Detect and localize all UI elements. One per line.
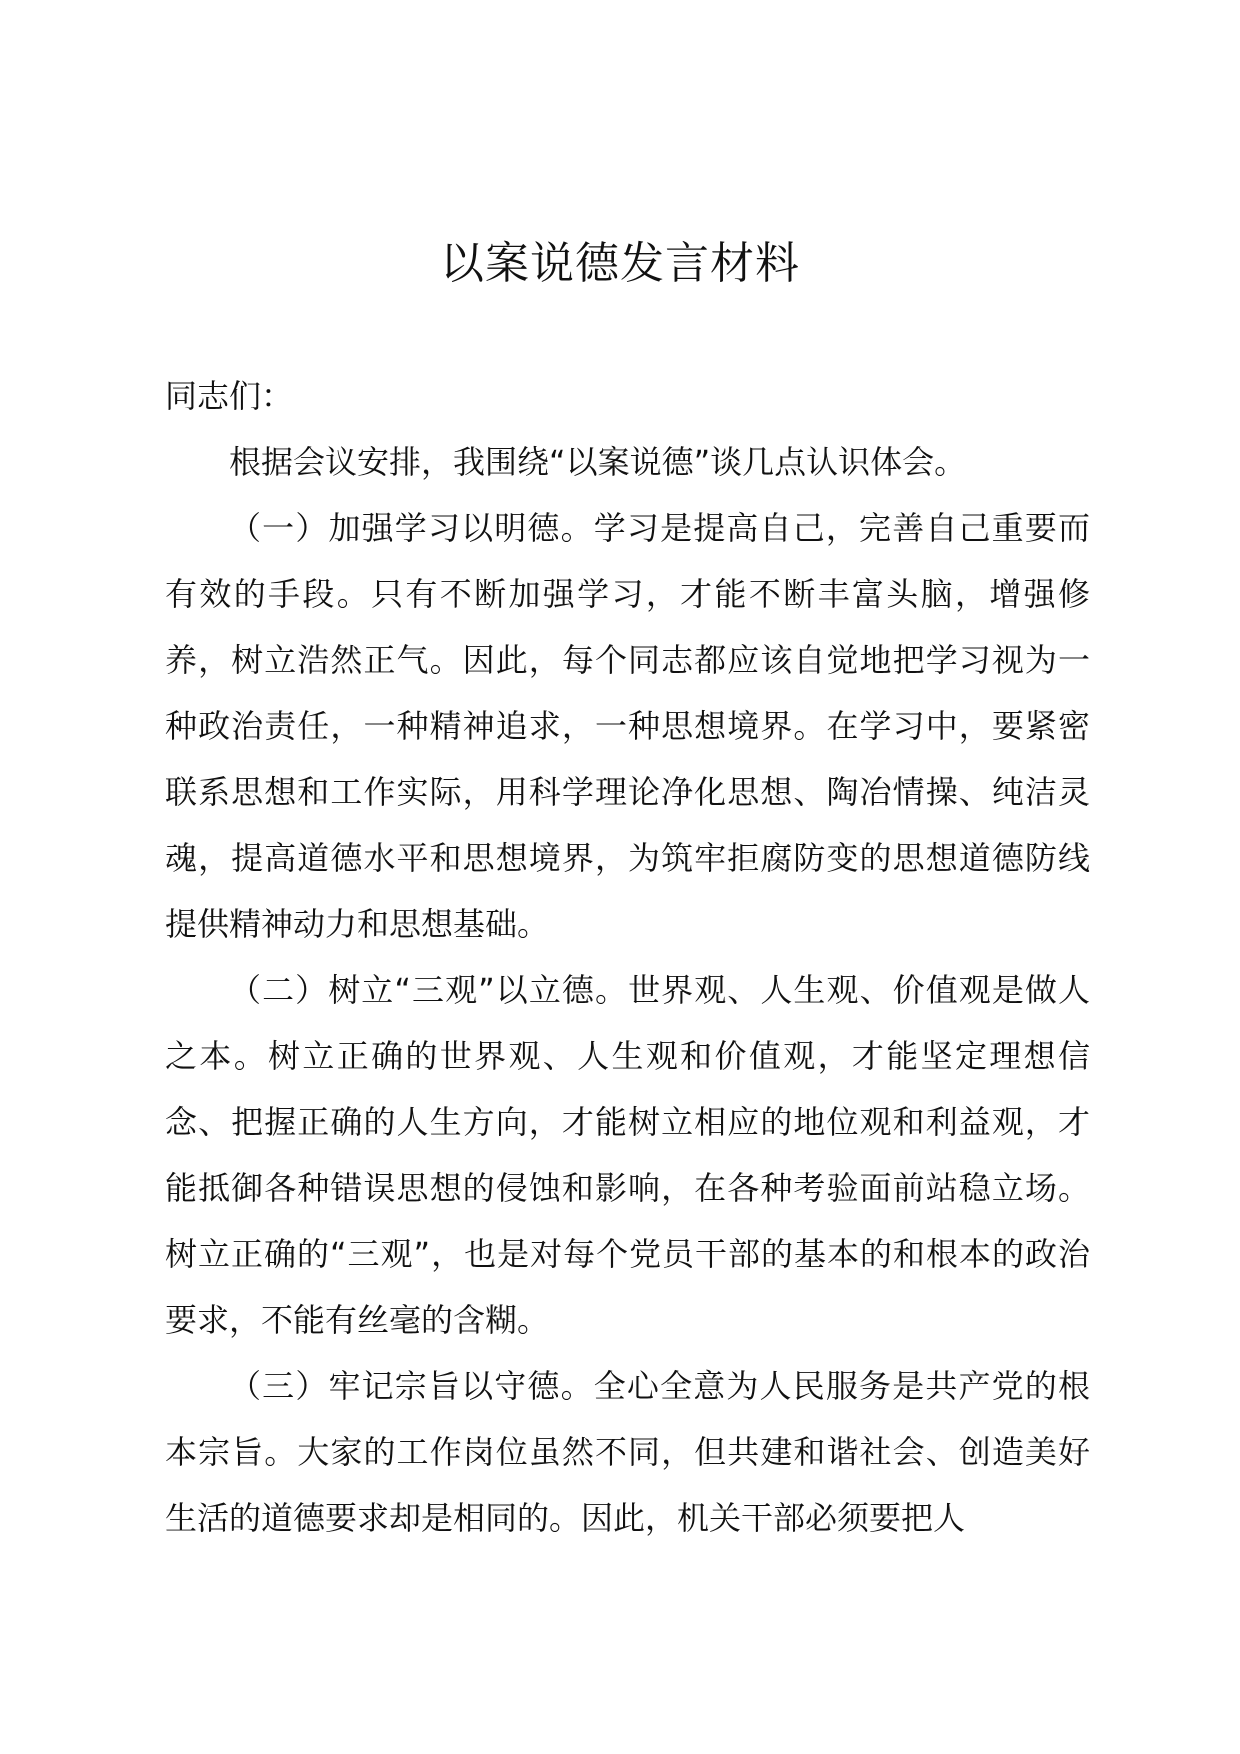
- document-title: 以案说德发言材料: [440, 238, 800, 289]
- paragraph-section-2: （二）树立“三观”以立德。世界观、人生观、价值观是做人之本。树立正确的世界观、人生观和价值观，才能坚定理想信念、把握正确的人生方向，才能树立相应的地位观和利益观，才能抵御各种错误思想的侵蚀和影响，在各种考验面前站稳立场。树立正确的“三观”，也是对每个党员干部的基本的和根本的政治要求，不能有丝毫的含糊。: [165, 971, 1090, 1339]
- paragraph-intro: 根据会议安排，我围绕“以案说德”谈几点认识体会。: [229, 443, 967, 481]
- paragraph-section-1: （一）加强学习以明德。学习是提高自己，完善自己重要而有效的手段。只有不断加强学习，才能不断丰富头脑，增强修养，树立浩然正气。因此，每个同志都应该自觉地把学习视为一种政治责任，一种精神追求，一种思想境界。在学习中，要紧密联系思想和工作实际，用科学理论净化思想、陶冶情操、纯洁灵魂，提高道德水平和思想境界，为筑牢拒腐防变的思想道德防线提供精神动力和思想基础。: [165, 509, 1090, 943]
- document-body: [165, 363, 1090, 1551]
- salutation: 同志们：: [165, 377, 294, 415]
- paragraph-section-3: （三）牢记宗旨以守德。全心全意为人民服务是共产党的根本宗旨。大家的工作岗位虽然不同，但共建和谐社会、创造美好生活的道德要求却是相同的。因此，机关干部必须要把人: [165, 1367, 1090, 1537]
